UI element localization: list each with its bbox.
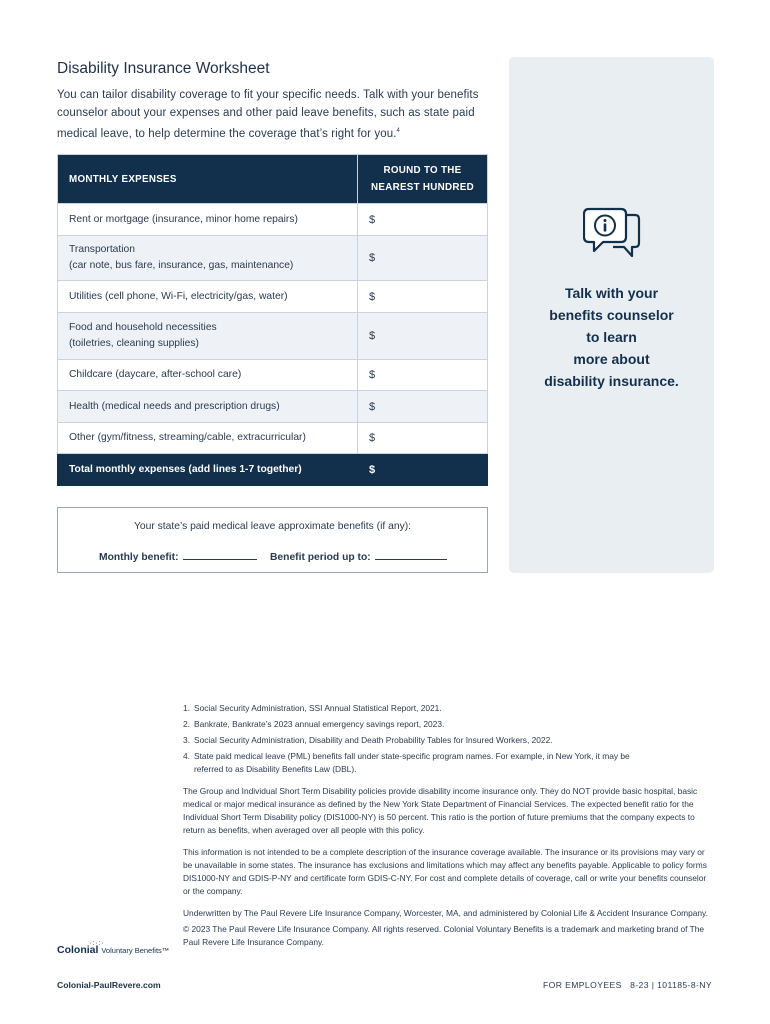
amount-field[interactable]: $ [358,236,488,281]
brand-wordmark [57,944,169,956]
footnote-number: 3. [183,735,190,745]
counselor-message [509,282,714,392]
row-label: Other (gym/fitness, streaming/cable, extracurricular) [58,423,358,454]
footnote-number: 2. [183,719,190,729]
table-row [58,391,488,423]
logo-dots-icon: ·:·:· [89,940,105,947]
footnote-list [183,702,713,776]
total-row [58,454,488,486]
amount-field[interactable]: $ [358,204,488,236]
underwriter-paragraph: Underwritten by The Paul Revere Life Insurance Company, Worcester, MA, and administered by Colonial Life & Accident Insurance Company. [183,908,708,918]
brand-main: Colonial [57,944,99,956]
info-chat-icon [583,207,643,270]
table-row [58,360,488,391]
table-row [58,281,488,313]
counselor-message-line: more about [573,351,650,367]
footnote-text: Social Security Administration, SSI Annual Statistical Report, 2021. [194,703,442,713]
footnote [183,702,713,715]
footnote-text: State paid medical leave (PML) benefits fall under state-specific program names. For example, in New York, it may be [194,751,630,761]
intro-body: You can tailor disability coverage to fit your specific needs. Talk with your benefits counselor about your expenses and other paid leave benefits, such as state paid medical leave, to help determine the coverage that’s right for you. [57,89,479,140]
form-code [543,980,712,990]
amount-field[interactable]: $ [358,313,488,360]
row-label: Rent or mortgage (insurance, minor home repairs) [58,204,358,236]
disclaimer-paragraph: This information is not intended to be a complete description of the insurance coverage available. The insurance or its provisions may vary or be unavailable in some states. The insurance has exclusions and limitations which may affect any benefits payable. Applicable to policy forms DIS1000-NY and GDIS-P-NY and certificate form GDIS-C-NY. For cost and complete details of coverage, call or write your benefits counselor or the company. [183,847,707,896]
brand-logo [57,940,170,956]
benefit-period-blank[interactable] [375,550,447,560]
counselor-message-line: disability insurance. [544,373,679,389]
form-number: 8-23 | 101185-8-NY [630,980,712,990]
amount-field[interactable]: $ [358,360,488,391]
footnote [183,750,713,776]
monthly-benefit-field [99,550,257,563]
table-row [58,204,488,236]
amount-field[interactable]: $ [358,391,488,423]
col-header-round-line2: NEAREST HUNDRED [370,182,475,193]
row-label-line1: Transportation [69,244,136,255]
footnote [183,734,713,747]
col-header-expenses: MONTHLY EXPENSES [58,155,358,204]
footnotes-section [183,702,713,949]
benefit-period-label: Benefit period up to: [270,552,371,563]
disclaimer-paragraph: The Group and Individual Short Term Disability policies provide disability income insurance only. They do NOT provide basic hospital, basic medical or major medical insurance as defined by the New York State Department of Financial Services. The expected benefit ratio for the Individual Short Term Disability policy (DIS1000-NY) is 50 percent. This ratio is the portion of future premiums that the company expects to return as benefits, when averaged over all people with this policy. [183,786,698,835]
footnote-number: 1. [183,703,190,713]
row-label: Childcare (daycare, after-school care) [58,360,358,391]
col-header-round-line1: ROUND TO THE [383,165,462,176]
row-label-line2: (toiletries, cleaning supplies) [69,338,199,349]
footnote-number: 4. [183,751,190,761]
row-label: Health (medical needs and prescription drugs) [58,391,358,423]
table-header-row [58,155,488,204]
total-label: Total monthly expenses (add lines 1-7 together) [58,454,358,486]
monthly-benefit-blank[interactable] [183,550,257,560]
row-label-line1: Food and household necessities [69,322,217,333]
copyright-paragraph: © 2023 The Paul Revere Life Insurance Company. All rights reserved. Colonial Voluntary Benefits is a trademark and marketing brand of The Paul Revere Life Insurance Company. [183,924,705,947]
monthly-expenses-table [57,154,488,486]
brand-sub: Voluntary Benefits™ [101,946,170,955]
monthly-benefit-label: Monthly benefit: [99,552,179,563]
row-label [58,236,358,281]
row-label [58,313,358,360]
table-row [58,236,488,281]
pml-question: Your state’s paid medical leave approximate benefits (if any): [133,521,412,532]
col-header-round [358,155,488,204]
footnote-continuation: referred to as Disability Benefits Law (DBL). [194,764,357,774]
amount-field[interactable]: $ [358,423,488,454]
row-label: Utilities (cell phone, Wi-Fi, electricity/gas, water) [58,281,358,313]
benefit-period-field [270,550,447,563]
audience-label: FOR EMPLOYEES [542,980,622,990]
table-row [58,423,488,454]
counselor-message-line: benefits counselor [549,307,674,323]
total-amount-field[interactable]: $ [358,454,488,486]
website-link[interactable]: Colonial-PaulRevere.com [57,980,161,990]
footnote-text: Social Security Administration, Disability and Death Probability Tables for Insured Workers, 2022. [194,735,553,745]
footnote [183,718,713,731]
intro-text [57,86,497,143]
counselor-message-line: to learn [586,329,637,345]
counselor-callout [509,57,714,573]
counselor-message-line: Talk with your [564,285,659,301]
table-row [58,313,488,360]
row-label-line2: (car note, bus fare, insurance, gas, maintenance) [69,260,294,271]
paid-medical-leave-box [57,507,488,573]
intro-footnote-ref: 4 [396,128,400,134]
amount-field[interactable]: $ [358,281,488,313]
page-title: Disability Insurance Worksheet [57,60,270,77]
footnote-text: Bankrate, Bankrate’s 2023 annual emergency savings report, 2023. [194,719,445,729]
